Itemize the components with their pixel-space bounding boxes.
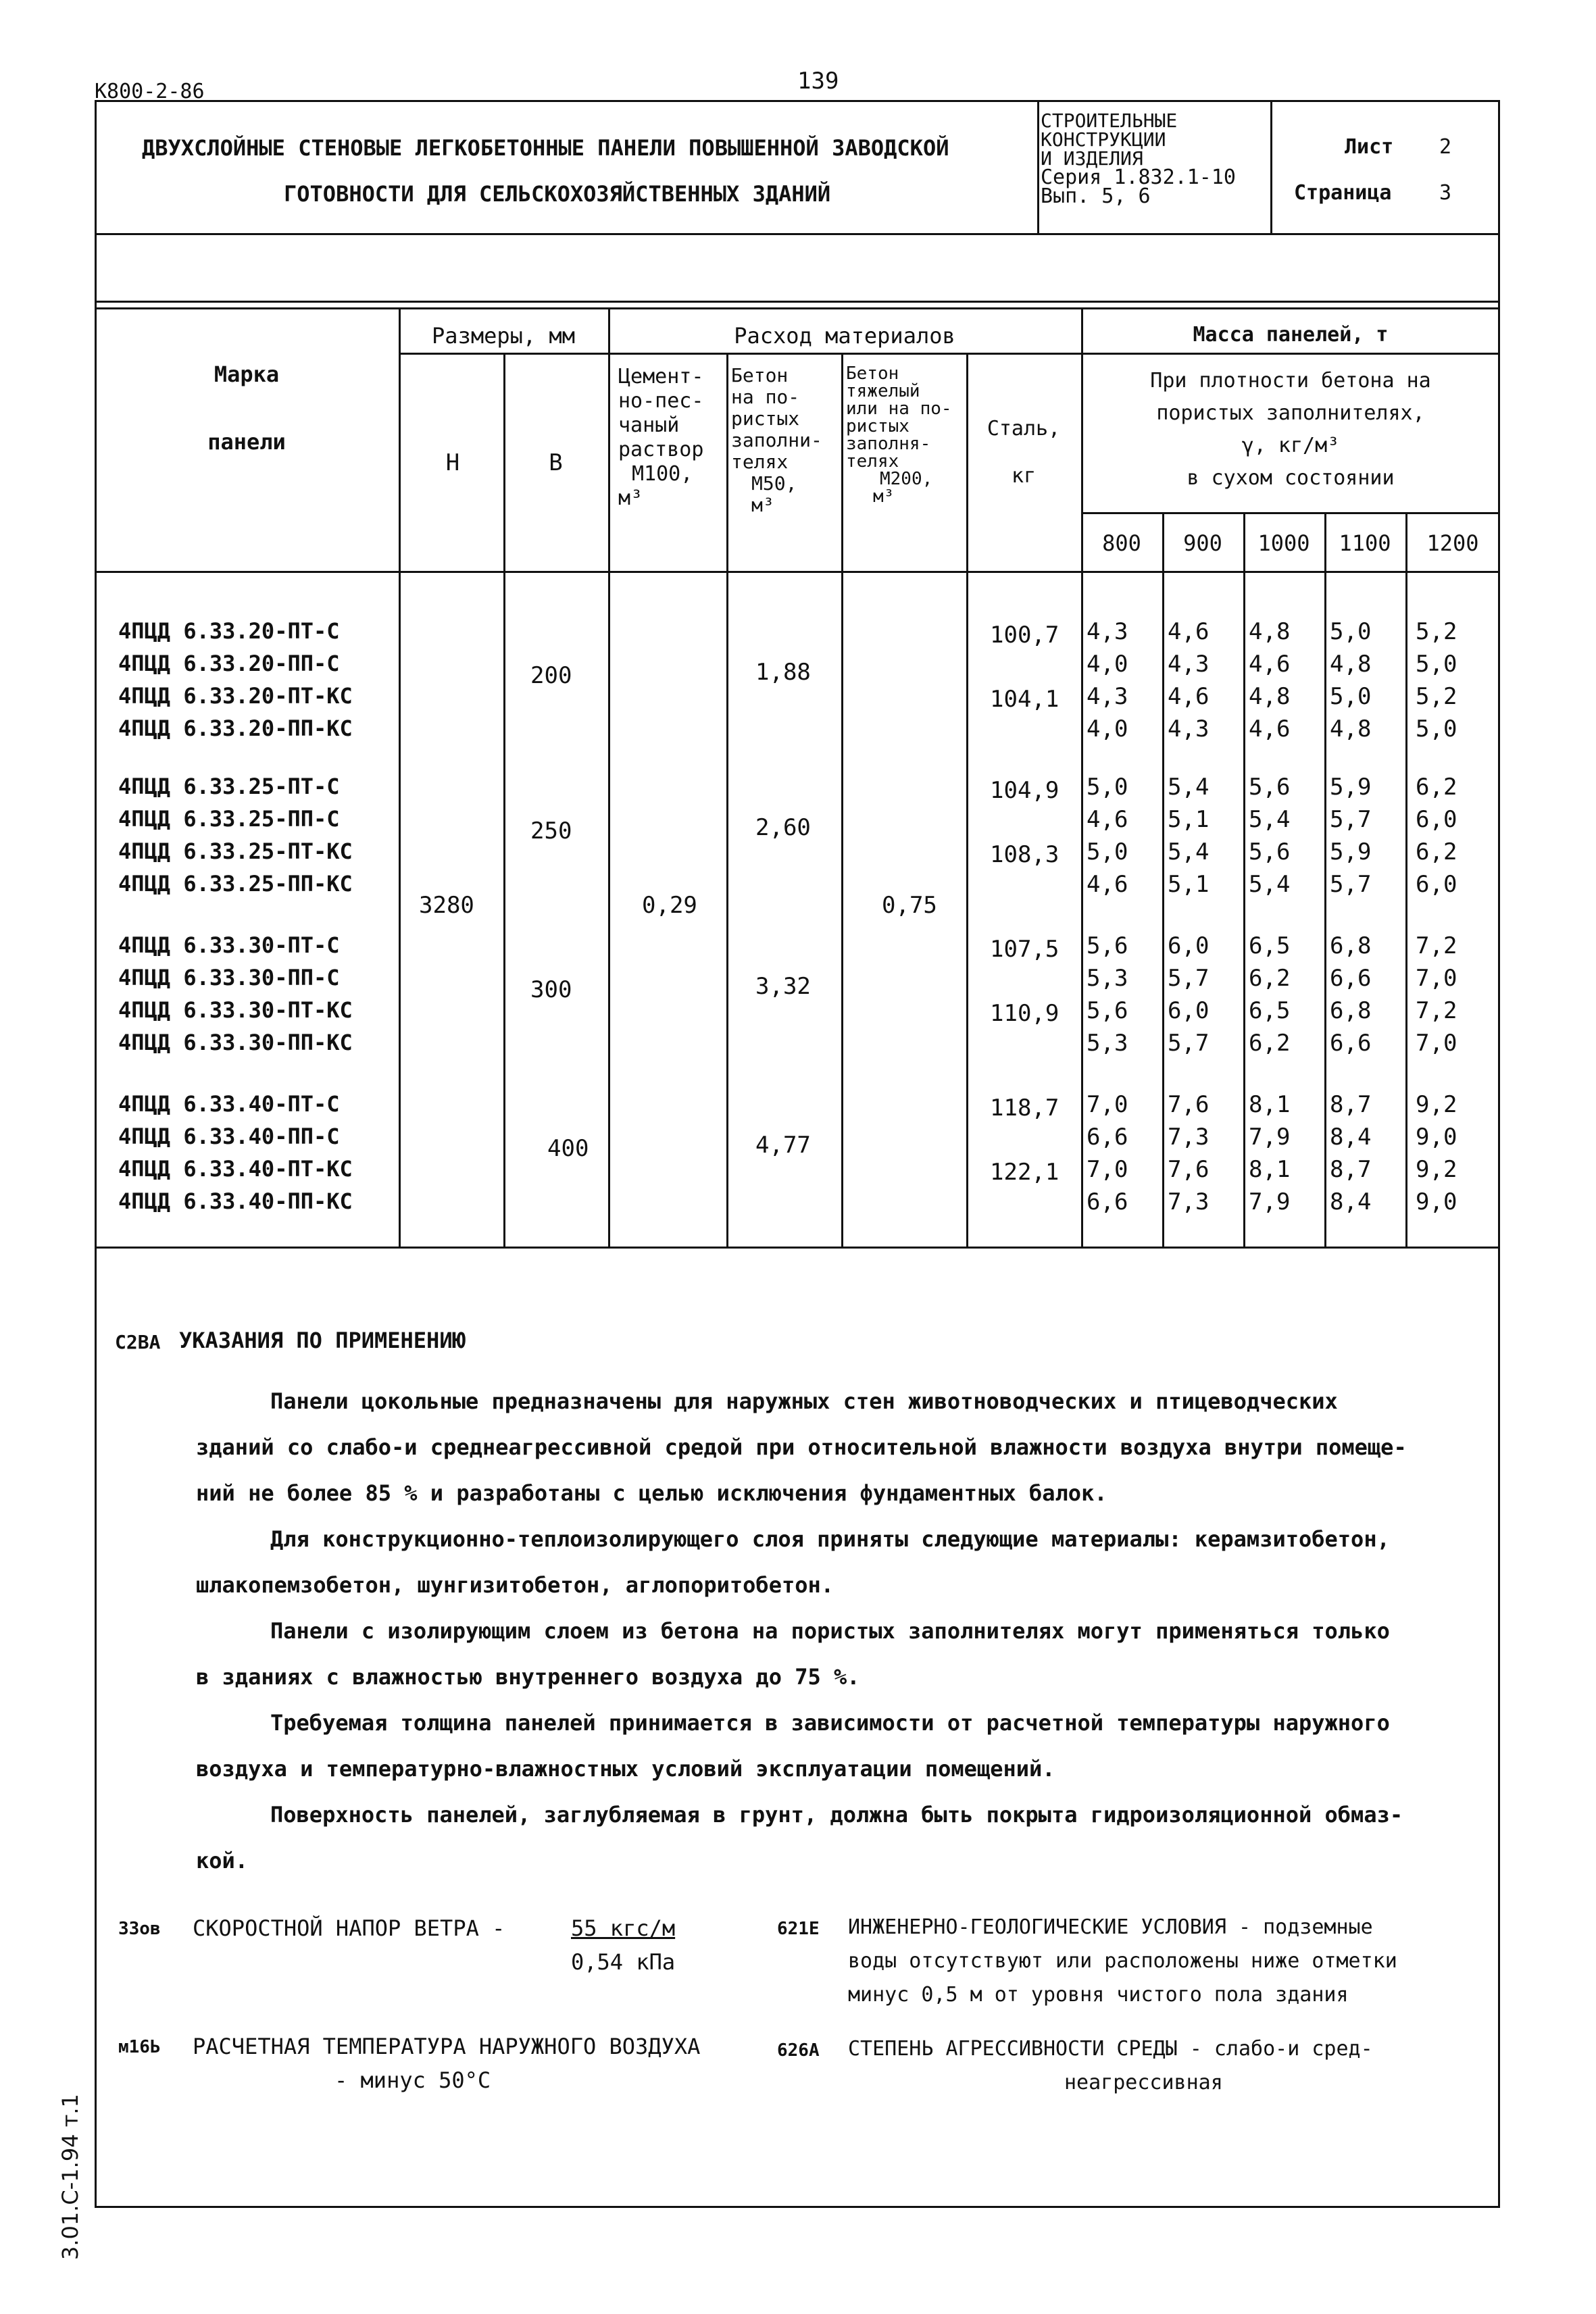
panel-mark: 4ПЦД 6.33.20-ПП-КС [118, 715, 353, 741]
panel-mark: 4ПЦД 6.33.40-ПП-С [118, 1124, 340, 1149]
notes-line: в зданиях с влажностью внутреннего воздуха до 75 %. [196, 1664, 860, 1690]
wind-value-2: 0,54 кПа [571, 1949, 676, 1975]
notes-line: Панели цокольные предназначены для наружных стен животноводческих и птицеводческих [270, 1388, 1338, 1414]
density-1200: 1200 [1426, 530, 1479, 556]
mass-cell: 6,5 [1249, 932, 1291, 959]
series-line-2: КОНСТРУКЦИИ [1041, 128, 1166, 151]
aggr-code: 626А [777, 2040, 820, 2061]
panel-mark: 4ПЦД 6.33.20-ПТ-КС [118, 683, 353, 709]
mass-cell: 4,3 [1168, 651, 1210, 678]
header-materials: Расход материалов [734, 323, 955, 349]
panel-mark: 4ПЦД 6.33.30-ПТ-С [118, 932, 340, 958]
geo-code: 621Е [777, 1919, 820, 1939]
mass-cell: 8,4 [1330, 1188, 1372, 1215]
temp-code: м16Ь [118, 2037, 161, 2057]
h-value: 3280 [419, 892, 474, 919]
notes-line: ний не более 85 % и разработаны с целью исключения фундаментных балок. [196, 1480, 1107, 1506]
notes-line: Поверхность панелей, заглубляемая в грунт, должна быть покрыта гидроизоляционной обмаз- [270, 1802, 1403, 1828]
steel-value: 110,9 [990, 1000, 1059, 1027]
mass-cell: 4,6 [1087, 871, 1128, 898]
sheet-value: 2 [1439, 135, 1452, 159]
mass-cell: 5,6 [1249, 838, 1291, 865]
porous-value: 3,32 [755, 973, 811, 1000]
steel-value: 104,9 [990, 777, 1059, 804]
panel-mark: 4ПЦД 6.33.40-ПТ-С [118, 1091, 340, 1117]
steel-value: 122,1 [990, 1159, 1059, 1186]
mass-cell: 6,2 [1249, 965, 1291, 992]
panel-mark: 4ПЦД 6.33.40-ПТ-КС [118, 1156, 353, 1182]
header-heavy: Бетон тяжелый или на по- ристых заполня- телях М200, м³ [846, 363, 952, 507]
porous-value: 1,88 [755, 659, 811, 686]
mass-cell: 5,2 [1416, 683, 1457, 710]
mass-cell: 4,3 [1087, 618, 1128, 645]
mass-cell: 4,8 [1330, 651, 1372, 678]
mass-cell: 5,3 [1087, 1030, 1128, 1057]
side-stamp: 3.01.С-1.94 т.1 [57, 2094, 83, 2260]
mass-cell: 6,6 [1330, 965, 1372, 992]
title-line-2: ГОТОВНОСТИ ДЛЯ СЕЛЬСКОХОЗЯЙСТВЕННЫХ ЗДАНИЙ [284, 181, 831, 207]
wind-value-1: 55 кгс/м [571, 1915, 676, 1941]
mass-cell: 5,4 [1249, 806, 1291, 833]
doc-code: К800-2-86 [95, 80, 205, 103]
mass-cell: 5,6 [1249, 774, 1291, 801]
mass-cell: 5,4 [1168, 774, 1210, 801]
panel-mark: 4ПЦД 6.33.30-ПП-КС [118, 1030, 353, 1055]
b-value: 250 [530, 818, 572, 845]
aggr-line-2: неагрессивная [1064, 2071, 1223, 2094]
header-porous: Бетон на по- ристых заполни- телях М50, м³ [731, 364, 822, 516]
mass-cell: 6,0 [1168, 997, 1210, 1024]
mass-cell: 5,7 [1168, 965, 1210, 992]
mass-cell: 4,6 [1087, 806, 1128, 833]
mass-cell: 4,8 [1249, 683, 1291, 710]
density-1000: 1000 [1257, 530, 1310, 556]
temp-label: РАСЧЕТНАЯ ТЕМПЕРАТУРА НАРУЖНОГО ВОЗДУХА [193, 2034, 701, 2059]
header-mark-2: панели [207, 429, 286, 455]
mass-cell: 5,3 [1087, 965, 1128, 992]
mass-cell: 4,6 [1168, 683, 1210, 710]
mass-cell: 5,9 [1330, 838, 1372, 865]
mass-cell: 7,0 [1087, 1156, 1128, 1183]
notes-line: зданий со слабо-и среднеагрессивной средой при относительной влажности воздуха внутри помеще- [196, 1434, 1407, 1460]
density-800: 800 [1102, 530, 1141, 556]
mass-cell: 8,1 [1249, 1156, 1291, 1183]
notes-heading: УКАЗАНИЯ ПО ПРИМЕНЕНИЮ [179, 1328, 466, 1353]
mass-cell: 9,0 [1416, 1188, 1457, 1215]
cement-value: 0,29 [642, 892, 697, 919]
steel-value: 107,5 [990, 936, 1059, 963]
steel-value: 108,3 [990, 841, 1059, 868]
header-mark: Марка [214, 361, 280, 387]
mass-cell: 6,2 [1249, 1030, 1291, 1057]
mass-cell: 6,5 [1249, 997, 1291, 1024]
mass-cell: 5,0 [1416, 715, 1457, 743]
panel-mark: 4ПЦД 6.33.30-ПТ-КС [118, 997, 353, 1023]
mass-cell: 7,9 [1249, 1188, 1291, 1215]
steel-value: 100,7 [990, 622, 1059, 649]
mass-cell: 8,7 [1330, 1091, 1372, 1118]
mass-cell: 5,2 [1416, 618, 1457, 645]
mass-cell: 5,0 [1416, 651, 1457, 678]
page-value: 3 [1439, 181, 1452, 205]
porous-value: 2,60 [755, 814, 811, 841]
header-h: Н [445, 449, 460, 476]
b-value: 300 [530, 976, 572, 1003]
notes-line: шлакопемзобетон, шунгизитобетон, аглопоритобетон. [196, 1572, 834, 1598]
mass-cell: 6,8 [1330, 997, 1372, 1024]
header-cement: Цемент- но-пес- чаный раствор М100, м³ [618, 365, 704, 510]
mass-cell: 7,6 [1168, 1156, 1210, 1183]
series-line-4: Серия 1.832.1-10 [1041, 166, 1236, 189]
mass-cell: 4,6 [1168, 618, 1210, 645]
panel-mark: 4ПЦД 6.33.20-ПТ-С [118, 618, 340, 644]
mass-cell: 6,0 [1416, 871, 1457, 898]
mass-cell: 7,3 [1168, 1124, 1210, 1151]
mass-cell: 4,0 [1087, 715, 1128, 743]
density-1100: 1100 [1339, 530, 1391, 556]
panel-mark: 4ПЦД 6.33.25-ПТ-КС [118, 838, 353, 864]
wind-label: СКОРОСТНОЙ НАПОР ВЕТРА - [193, 1915, 505, 1941]
mass-cell: 7,0 [1087, 1091, 1128, 1118]
mass-cell: 7,9 [1249, 1124, 1291, 1151]
mass-cell: 4,6 [1249, 651, 1291, 678]
mass-cell: 6,2 [1416, 774, 1457, 801]
header-sizes: Размеры, мм [432, 323, 575, 349]
notes-line: Для конструкционно-теплоизолирующего слоя приняты следующие материалы: керамзитобетон, [270, 1526, 1390, 1552]
mass-cell: 5,6 [1087, 997, 1128, 1024]
series-line-1: СТРОИТЕЛЬНЫЕ [1041, 109, 1178, 132]
porous-value: 4,77 [755, 1132, 811, 1159]
page-number: 139 [797, 68, 839, 95]
temp-value: - минус 50°С [334, 2067, 491, 2093]
panel-mark: 4ПЦД 6.33.25-ПП-С [118, 806, 340, 832]
mass-cell: 5,4 [1168, 838, 1210, 865]
mass-cell: 4,3 [1168, 715, 1210, 743]
title-line-1: ДВУХСЛОЙНЫЕ СТЕНОВЫЕ ЛЕГКОБЕТОННЫЕ ПАНЕЛИ ПОВЫШЕННОЙ ЗАВОДСКОЙ [142, 135, 949, 161]
density-900: 900 [1183, 530, 1222, 556]
geo-line-3: минус 0,5 м от уровня чистого пола здания [848, 1983, 1349, 2007]
mass-cell: 4,6 [1249, 715, 1291, 743]
mass-cell: 7,0 [1416, 1030, 1457, 1057]
panel-mark: 4ПЦД 6.33.20-ПП-С [118, 651, 340, 676]
mass-cell: 7,6 [1168, 1091, 1210, 1118]
notes-line: Панели с изолирующим слоем из бетона на пористых заполнителях могут применяться только [270, 1618, 1390, 1644]
geo-line-2: воды отсутствуют или расположены ниже отметки [848, 1949, 1397, 1973]
mass-cell: 5,0 [1330, 683, 1372, 710]
mass-cell: 8,7 [1330, 1156, 1372, 1183]
mass-cell: 6,2 [1416, 838, 1457, 865]
mass-cell: 8,1 [1249, 1091, 1291, 1118]
mass-cell: 6,0 [1416, 806, 1457, 833]
wind-code: 33ов [118, 1919, 161, 1939]
series-line-5: Вып. 5, 6 [1041, 184, 1151, 208]
mass-cell: 5,0 [1087, 838, 1128, 865]
mass-cell: 4,0 [1087, 651, 1128, 678]
mass-cell: 6,8 [1330, 932, 1372, 959]
mass-cell: 5,7 [1168, 1030, 1210, 1057]
mass-cell: 6,0 [1168, 932, 1210, 959]
mass-cell: 8,4 [1330, 1124, 1372, 1151]
mass-cell: 5,6 [1087, 932, 1128, 959]
header-mass: Масса панелей, т [1193, 323, 1389, 347]
mass-cell: 5,1 [1168, 871, 1210, 898]
mass-cell: 4,3 [1087, 683, 1128, 710]
notes-code: С2ВА [115, 1331, 161, 1353]
series-box [1041, 111, 1236, 206]
notes-line: Требуемая толщина панелей принимается в зависимости от расчетной температуры наружного [270, 1710, 1390, 1736]
mass-cell: 5,1 [1168, 806, 1210, 833]
notes-line: кой. [196, 1848, 249, 1873]
panel-mark: 4ПЦД 6.33.25-ПП-КС [118, 871, 353, 897]
mass-cell: 7,2 [1416, 997, 1457, 1024]
b-value: 400 [547, 1135, 589, 1162]
aggr-label: СТЕПЕНЬ АГРЕССИВНОСТИ СРЕДЫ - слабо-и сред- [848, 2037, 1373, 2061]
mass-cell: 4,8 [1330, 715, 1372, 743]
steel-value: 118,7 [990, 1095, 1059, 1122]
panel-mark: 4ПЦД 6.33.40-ПП-КС [118, 1188, 353, 1214]
header-steel: Сталь, кг [987, 417, 1061, 488]
mass-cell: 5,0 [1087, 774, 1128, 801]
mass-cell: 9,2 [1416, 1156, 1457, 1183]
heavy-value: 0,75 [882, 892, 937, 919]
panel-mark: 4ПЦД 6.33.30-ПП-С [118, 965, 340, 990]
steel-value: 104,1 [990, 686, 1059, 713]
panel-mark: 4ПЦД 6.33.25-ПТ-С [118, 774, 340, 799]
geo-label: ИНЖЕНЕРНО-ГЕОЛОГИЧЕСКИЕ УСЛОВИЯ - подземные [848, 1915, 1373, 1939]
mass-cell: 6,6 [1087, 1188, 1128, 1215]
page-label: Страница [1294, 181, 1392, 205]
mass-cell: 6,6 [1330, 1030, 1372, 1057]
mass-cell: 4,8 [1249, 618, 1291, 645]
mass-cell: 7,3 [1168, 1188, 1210, 1215]
mass-cell: 9,2 [1416, 1091, 1457, 1118]
sheet-label: Лист [1345, 135, 1394, 159]
mass-cell: 7,0 [1416, 965, 1457, 992]
mass-cell: 5,9 [1330, 774, 1372, 801]
mass-cell: 5,0 [1330, 618, 1372, 645]
notes-line: воздуха и температурно-влажностных условий эксплуатации помещений. [196, 1756, 1055, 1782]
series-line-3: И ИЗДЕЛИЯ [1041, 147, 1143, 170]
mass-cell: 5,7 [1330, 871, 1372, 898]
header-mass-sub: При плотности бетона на пористых заполнителях, γ, кг/м³ в сухом состоянии [1150, 369, 1431, 490]
mass-cell: 9,0 [1416, 1124, 1457, 1151]
mass-cell: 7,2 [1416, 932, 1457, 959]
mass-cell: 5,4 [1249, 871, 1291, 898]
b-value: 200 [530, 662, 572, 689]
mass-cell: 5,7 [1330, 806, 1372, 833]
mass-cell: 6,6 [1087, 1124, 1128, 1151]
header-b: В [549, 449, 563, 476]
